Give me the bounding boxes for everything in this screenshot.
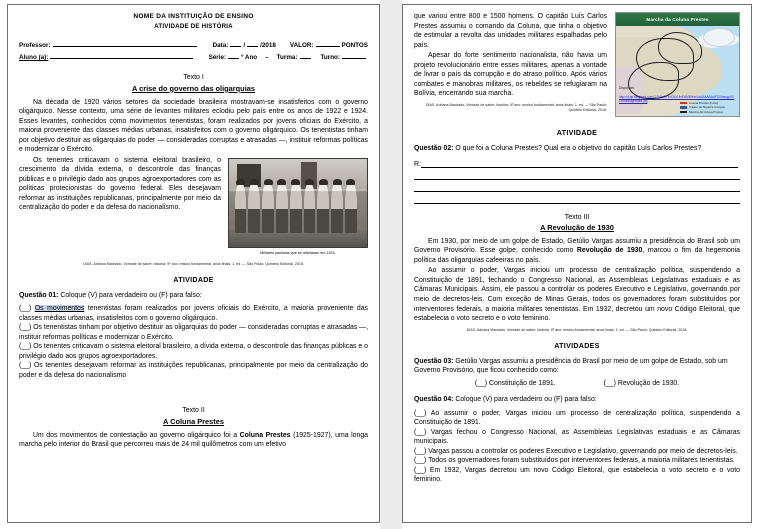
turno-input[interactable]: [342, 52, 366, 59]
tf-blank-1[interactable]: (__): [19, 305, 32, 313]
answer-line-3[interactable]: [414, 180, 740, 192]
texto3-paragraph-1: [414, 237, 740, 266]
questao02-answer-row: [414, 158, 740, 168]
questao04-number: Questão 04:: [414, 395, 454, 403]
q04-blank-3[interactable]: (__): [414, 447, 427, 455]
coluna-prestes-map: [615, 12, 740, 117]
questao03-option-b[interactable]: [604, 380, 679, 387]
page-right: [402, 4, 752, 523]
dash-separator: –: [265, 54, 269, 62]
questao01-item-3: [19, 342, 368, 361]
map-legend-item-3: [680, 110, 736, 114]
questao01-prompt: [19, 291, 368, 301]
q04-text-2: Vargas fechou o Congresso Nacional, as Assembleias Legislativas estaduais e as Câmaras municipais.: [414, 428, 740, 446]
serie-input[interactable]: [228, 52, 239, 59]
texto1-title: A crise do governo das oligarquias: [132, 83, 255, 93]
q04-blank-1[interactable]: (__): [414, 409, 427, 417]
texto2-bold-term: Coluna Prestes: [239, 431, 291, 439]
aluno-label: Aluno (a):: [19, 54, 49, 62]
legend-swatch-2: [680, 106, 687, 109]
data-month-input[interactable]: [247, 40, 258, 47]
questao01-instruction: Coloque (V) para verdadeiro ou (F) para falso:: [60, 291, 202, 299]
texto2-cont-paragraph-1: que variou entre 800 e 1500 homens. O capitão Luís Carlos Prestes assumiu o comando da Coluna, que tinha o objetivo de estimular a revolta das unidades militares espalhadas pelo país.: [414, 13, 607, 49]
answer-line-2[interactable]: [414, 168, 740, 180]
questao04-item-3: [414, 447, 740, 457]
q04-text-1: Ao assumir o poder, Vargas iniciou um processo de centralização política, suspendendo a Constituição de 1891.: [414, 409, 740, 427]
q04-text-4: Todos os governadores foram substituídos por interventores federais, a maioria militares tenentistas.: [428, 457, 735, 465]
date-slash-1: /: [243, 41, 246, 49]
map-available-label: Disponível:: [619, 86, 635, 90]
q04-blank-5[interactable]: (__): [414, 466, 427, 474]
aluno-field-row: [19, 52, 368, 64]
page-left: [7, 4, 380, 523]
texto3-title: A Revolução de 1930: [540, 223, 614, 233]
atividade-heading-left: ATIVIDADE: [173, 275, 214, 284]
pontos-label: PONTOS: [341, 41, 368, 49]
option-b-blank[interactable]: (__): [603, 379, 616, 387]
option-a-label: Constituição de 1891.: [489, 379, 556, 387]
texto1-label: Texto I: [183, 74, 204, 82]
aluno-input[interactable]: [50, 52, 192, 59]
questao03-prompt: [414, 357, 740, 376]
texto3-bold-term: Revolução de 1930: [576, 247, 643, 255]
page-gutter: [380, 0, 402, 529]
legend-swatch-3: [680, 111, 687, 114]
q04-text-5: Em 1932, Vargas decretou um novo Código Eleitoral, que estabelecia o voto secreto e o voto feminino.: [414, 466, 740, 484]
institution-name: NOME DA INSTITUIÇÃO DE ENSINO: [133, 13, 254, 20]
answer-line-1[interactable]: [421, 158, 738, 168]
questao04-item-2: [414, 428, 740, 447]
professor-label: Professor:: [19, 41, 51, 49]
questao04-prompt: [414, 395, 740, 405]
valor-label: VALOR:: [289, 41, 314, 49]
tf-blank-3[interactable]: (__): [19, 343, 32, 351]
turma-input[interactable]: [300, 52, 311, 59]
questao01-item-4: [19, 361, 368, 380]
legend-swatch-1: [680, 102, 687, 105]
data-year: /2018: [260, 41, 276, 49]
tf-text-1: tenentistas foram realizados por jovens oficiais do Exército, a maioria proveniente das classes médias urbanas, insatisfeitos com o governo oligárquico.: [19, 305, 368, 322]
texto2-cont-paragraph-2: Apesar do forte sentimento nacionalista, não havia um projeto revolucionário entre esses militares, apenas a vontade de livrar o país da corrupção e do atraso político. Após vários combates e manobras militares, os rebeldes se refugiaram na Bolívia, encerrando sua marcha.: [414, 52, 607, 98]
texto2-p1-a: Um dos movimentos de contestação ao governo oligárquico foi a: [33, 431, 240, 439]
q04-blank-2[interactable]: (__): [414, 428, 427, 436]
questao04-item-5: [414, 466, 740, 485]
professor-input[interactable]: [53, 40, 197, 47]
q04-blank-4[interactable]: (__): [414, 457, 427, 465]
questao04-item-1: [414, 409, 740, 428]
texto3-paragraph-2: Ao assumir o poder, Vargas iniciou um processo de centralização política, suspendendo a Constituição de 1891, fechando o Congresso Nacional, as Assembleias Legislativas estaduais e as Câmaras Municipais. Assim, ele passou a controlar os poderes Executivo e Legislativo, governando por meio de decretos-leis. Com exceção de Minas Gerais, todos os governadores foram substituídos por interventores federais, a maioria militares tenentistas. Em 1932, decretou um novo Código Eleitoral, que estabelecia o voto secreto e o voto feminino.: [414, 267, 740, 323]
map-title-bar: [616, 13, 739, 26]
map-title: Marcha da Coluna Prestes: [646, 17, 709, 22]
answer-label: R:: [414, 160, 421, 168]
questao03-number: Questão 03:: [414, 357, 454, 365]
map-figure: [615, 12, 740, 117]
activity-subtitle: ATIVIDADE DE HISTÓRIA: [154, 23, 233, 31]
texto3-label: Texto III: [564, 213, 590, 221]
legend-label-2: Trajeto de Siqueira Campos: [689, 105, 725, 110]
texto2-paragraph-1: [19, 431, 368, 450]
texto2-citation: DIAS, Adriana Machado. Vontade de saber: história: 9º ano: ensino fundamental: anos finais. 1. ed. — São Paulo: Quinteto Editorial, 2018.: [425, 102, 607, 112]
turno-label: Turno:: [320, 54, 340, 62]
ano-label: º Ano: [241, 54, 258, 62]
serie-label: Série:: [208, 54, 227, 62]
atividade-heading-right: ATIVIDADE: [556, 129, 598, 137]
legend-label-3: Marcha da Coluna Prestes: [689, 109, 724, 114]
option-b-label: Revolução de 1930.: [617, 379, 680, 387]
texto3-citation: DIAS, Adriana Machado. Vontade de saber: história: 9º ano: ensino fundamental: anos finais. 1. ed. — São Paulo: Quinteto Editorial, 2018.: [466, 327, 688, 332]
atividades-heading-right: ATIVIDADES: [554, 341, 600, 350]
texto3-p1-b: , marcou o fim da hegemonia política das oligarquias cafeeiras no país.: [414, 247, 740, 264]
tf-text-3: Os tenentes criticavam o sistema eleitoral brasileiro, a dívida externa, o descontrole das finanças públicas e o privilégio dado aos grupos agroexportadores.: [19, 343, 368, 360]
turma-label: Turma:: [276, 54, 298, 62]
valor-input[interactable]: [316, 40, 340, 47]
texto3-p1-a: Em 1930, por meio de um golpe de Estado, Getúlio Vargas assumiu a presidência do Brasil sob um Governo Provisório. Esse golpe, conhecido como: [414, 237, 740, 255]
questao02-instruction: O que foi a Coluna Prestes? Qual era o objetivo do capitão Luís Carlos Prestes?: [455, 145, 702, 152]
texto2-p1-b: (1925-1927), uma longa marcha pelo interior do Brasil que percorreu mais de 24 mil quilômetros com um efetivo: [19, 431, 368, 449]
tf-text-2: Os tenentistas tinham por objetivo destituir as oligarquias do poder — consideradas corruptas e atrasadas —, instituir reformas políticas e modernizar o Exército.: [19, 324, 368, 341]
answer-line-4[interactable]: [414, 192, 740, 204]
questao01-number: Questão 01:: [19, 291, 59, 299]
questao04-instruction: Coloque (V) para verdadeiro ou (F) para falso:: [455, 395, 597, 403]
map-compass-decoration: [703, 28, 735, 47]
tf-blank-4[interactable]: (__): [19, 362, 32, 370]
texto1-paragraph-2: Os tenentes criticavam o sistema eleitoral brasileiro, o crescimento da dívida externa, o descontrole das finanças públicas e o privilégio dado aos grupos agroexportadores com as políticas protecionistas do governo federal. Eles desejavam reformar as instituições republicanas, principalmente por meio da centralização do poder e da defesa do nacionalismo.: [19, 156, 221, 212]
data-day-input[interactable]: [230, 40, 241, 47]
questao03-instruction: Getúlio Vargas assumiu a presidência do Brasil por meio de um golpe de Estado, sob um Governo Provisório, que ficou conhecido como:: [414, 357, 728, 375]
texto2-label: Texto II: [182, 407, 205, 415]
photo-caption: Militares paulistas que se rebelaram em 1924.: [260, 250, 336, 255]
questao03-options: [414, 380, 740, 387]
tf-text-4: Os tenentes desejavam reformar as instituições republicanas, principalmente por meio da centralização do poder e da defesa do nacionalismo: [19, 362, 369, 379]
questao01-item-1: [19, 304, 368, 323]
professor-field-row: [19, 40, 368, 52]
map-source-link[interactable]: http://4.bp.blogspot.com/-1Tc8cAYYcClU/UlvEAMB9nhI/AAAAAAAAFCI/ImoqpXCO/colunaprestes.jpg: [619, 95, 735, 103]
tf-blank-2[interactable]: (__): [19, 324, 32, 332]
option-a-blank[interactable]: (__): [474, 379, 488, 387]
texto1-citation: DIAS, Adriana Machado. Vontade de saber: história: 9º ano: ensino fundamental: anos finais. 1. ed. — São Paulo: Quinteto Editorial, 2018.: [83, 261, 304, 266]
highlighted-phrase: Os movimentos: [34, 305, 85, 313]
data-label: Data:: [212, 41, 229, 49]
texto1-figure: [228, 158, 368, 256]
q04-text-3: Vargas passou a controlar os poderes Executivo e Legislativo, governando por meio de decretos-leis.: [428, 447, 738, 455]
questao02-prompt: [414, 144, 740, 154]
map-legend: [680, 101, 736, 114]
questao02-number: Questão 02:: [414, 145, 454, 152]
soldiers-photo: [228, 158, 368, 248]
questao01-item-2: [19, 323, 368, 342]
texto2-title: A Coluna Prestes: [163, 416, 224, 426]
legend-label-1: Coluna Prestes (início): [689, 100, 719, 105]
questao04-item-4: [414, 456, 740, 466]
questao03-option-a[interactable]: [475, 380, 556, 387]
texto1-paragraph-1: Na década de 1920 vários setores da sociedade brasileira mostravam-se insatisfeitos com o governo oligárquico. Nesse contexto, uma série de levantes militares eclodiu pelo país entre os anos de 1922 e 1924. Esses levantes, conhecidos como movimentos tenentistas, foram realizados por jovens oficiais do Exército, a maioria proveniente das classes médias urbanas, insatisfeitos com o governo oligárquico. Os tenentistas tinham por objetivo destituir as oligarquias do poder — consideradas corruptas e atrasadas —, instituir reformas políticas e modernizar o Exército.: [19, 98, 368, 154]
